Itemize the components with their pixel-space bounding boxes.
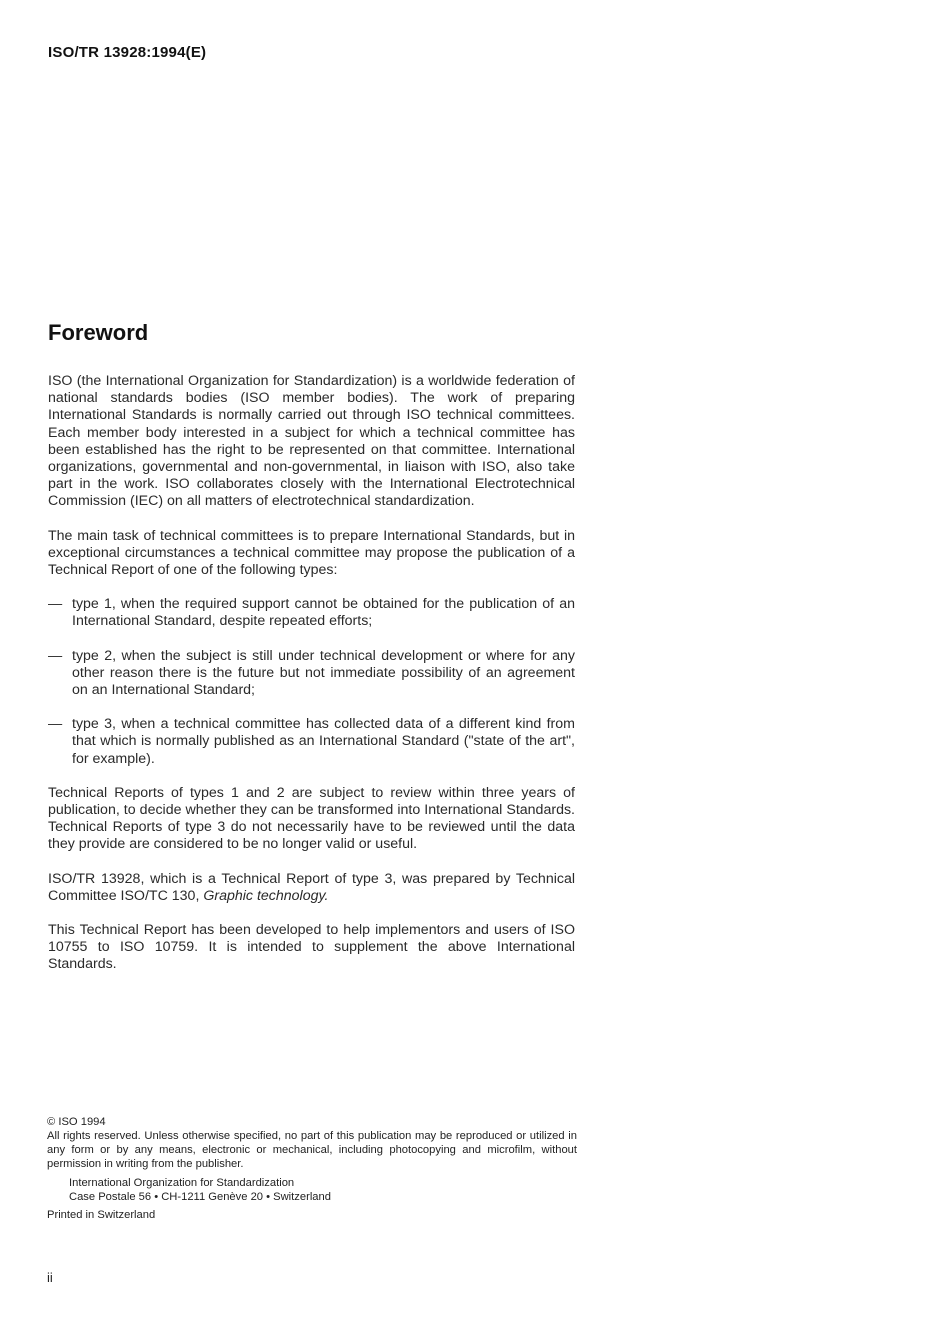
paragraph-preparation <box>48 871 575 905</box>
foreword-body <box>48 373 575 991</box>
document-id-header: ISO/TR 13928:1994(E) <box>48 44 207 61</box>
list-item-text: type 3, when a technical committee has collected data of a different kind from that which is normally published as an International Standard ("state of the art", for example). <box>72 716 575 767</box>
dash-bullet: — <box>48 647 63 664</box>
page-number: ii <box>47 1270 53 1285</box>
list-item-text: type 2, when the subject is still under technical development or where for any other reason there is the future but not immediate possibility of an agreement on an International Standard; <box>72 647 575 699</box>
postal-address: Case Postale 56 • CH-1211 Genève 20 • Switzerland <box>69 1191 331 1203</box>
section-title: Foreword <box>48 320 149 345</box>
paragraph-review: Technical Reports of types 1 and 2 are subject to review within three years of publication, to decide whether they can be transformed into International Standards. Technical Reports of type 3 do not necessarily have to be reviewed until the data they provide are considered to be no longer valid or useful. <box>48 784 575 853</box>
paragraph-iso-description: ISO (the International Organization for Standardization) is a worldwide federation of national standards bodies (ISO member bodies). The work of preparing International Standards is normally carried out through ISO technical committees. Each member body interested in a subject for which a technical committee has been established has the right to be represented on that committee. International organizations, governmental and non-governmental, in liaison with ISO, also take part in the work. ISO collaborates closely with the International Electrotechnical Commission (IEC) on all matters of electrotechnical standardization. <box>48 373 575 510</box>
paragraph-purpose: This Technical Report has been developed to help implementors and users of ISO 10755 to ISO 10759. It is intended to supplement the above International Standards. <box>48 922 575 973</box>
organization-address <box>47 1176 577 1204</box>
copyright-line: © ISO 1994 <box>47 1116 106 1128</box>
preparation-text: ISO/TR 13928, which is a Technical Report of type 3, was prepared by Technical Committee ISO/TC 130, <box>48 870 575 904</box>
dash-bullet: — <box>48 716 63 733</box>
rights-statement: All rights reserved. Unless otherwise specified, no part of this publication may be reproduced or utilized in any form or by any means, electronic or mechanical, including photocopying and microfilm, without permission in writing from the publisher. <box>47 1130 577 1170</box>
list-item-text: type 1, when the required support cannot be obtained for the publication of an International Standard, despite repeated efforts; <box>72 596 575 630</box>
copyright-footer <box>47 1115 577 1222</box>
list-item <box>48 716 575 768</box>
dash-bullet: — <box>48 596 63 613</box>
paragraph-main-task: The main task of technical committees is to prepare International Standards, but in exceptional circumstances a technical committee may propose the publication of a Technical Report of one of the following types: <box>48 527 575 579</box>
list-item <box>48 596 575 630</box>
list-item <box>48 648 575 700</box>
organization-name: International Organization for Standardization <box>69 1177 295 1189</box>
printed-in: Printed in Switzerland <box>47 1209 156 1221</box>
report-types-list <box>48 596 575 768</box>
committee-title: Graphic technology. <box>203 887 329 904</box>
